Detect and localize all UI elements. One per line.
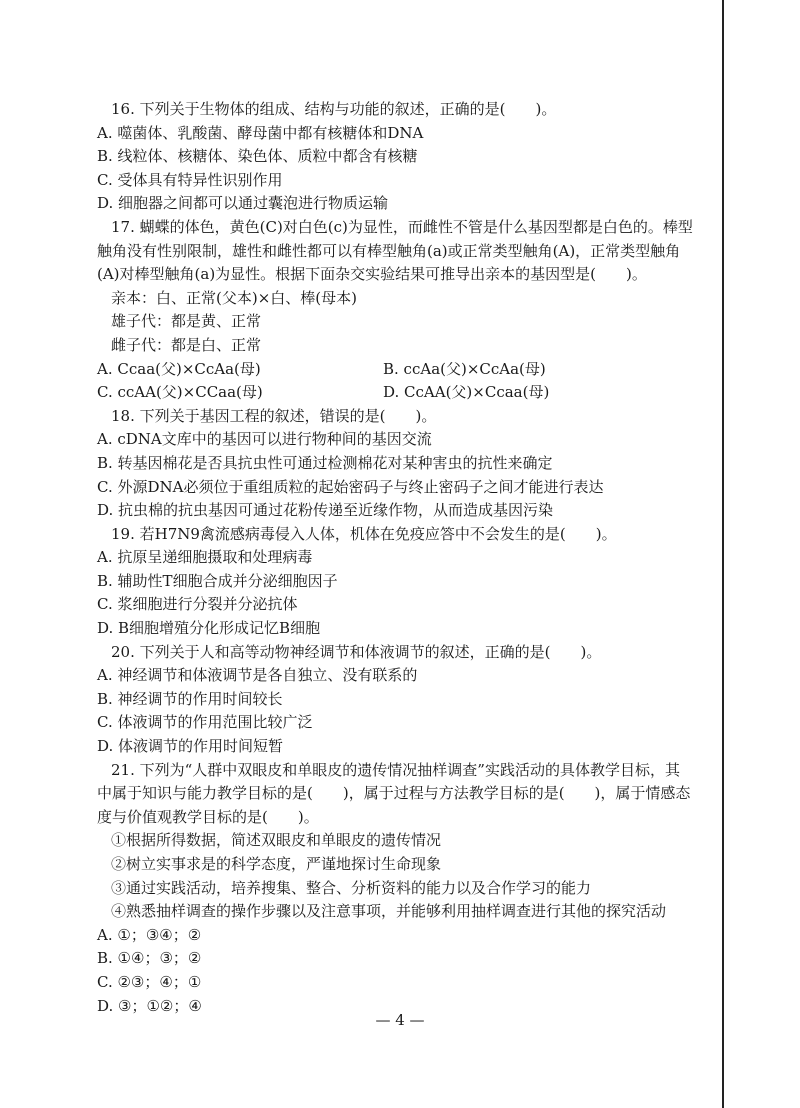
question-21-item-1: ①根据所得数据，简述双眼皮和单眼皮的遗传情况 [111,831,442,850]
question-19-option-d: D. B细胞增殖分化形成记忆B细胞 [97,619,321,638]
question-20-option-c: C. 体液调节的作用范围比较广泛 [97,713,313,732]
question-19-title: 19. 若H7N9禽流感病毒侵入人体，机体在免疫应答中不会发生的是( )。 [111,524,617,543]
question-19-option-c: C. 浆细胞进行分裂并分泌抗体 [97,595,298,614]
question-17-line-2: (A)对棒型触角(a)为显性。根据下面杂交实验结果可推导出亲本的基因型是( )。 [97,265,647,284]
question-19-option-b: B. 辅助性T细胞合成并分泌细胞因子 [97,571,338,590]
question-17-option-a: A. Ccaa(父)×CcAa(母) [97,359,261,378]
question-18-title: 18. 下列关于基因工程的叙述，错误的是( )。 [111,406,437,425]
question-17-options-row-2 [97,381,717,405]
question-17-parents: 亲本：白、正常(父本)×白、棒(母本) [111,288,357,307]
question-21-option-d: D. ③；①②；④ [97,996,202,1015]
question-17-title: 17. 蝴蝶的体色，黄色(C)对白色(c)为显性，而雌性不管是什么基因型都是白色的。棒型 [111,217,693,236]
page-edge-rule [722,0,724,1108]
question-17-line-1: 触角没有性别限制，雄性和雌性都可以有棒型触角(a)或正常类型触角(A)，正常类型触角 [97,241,681,260]
question-16-option-c: C. 受体具有特异性识别作用 [97,170,283,189]
question-20-title: 20. 下列关于人和高等动物神经调节和体液调节的叙述，正确的是( )。 [111,642,602,661]
question-18-option-a: A. cDNA文库中的基因可以进行物种间的基因交流 [97,430,432,449]
question-20-option-d: D. 体液调节的作用时间短暂 [97,737,284,756]
page-number: — 4 — [375,1011,425,1029]
question-21-item-3: ③通过实践活动，培养搜集、整合、分析资料的能力以及合作学习的能力 [111,878,592,897]
question-16-option-a: A. 噬菌体、乳酸菌、酵母菌中都有核糖体和DNA [97,123,424,142]
question-16-option-b: B. 线粒体、核糖体、染色体、质粒中都含有核糖 [97,147,418,166]
question-21-option-b: B. ①④；③；② [97,949,202,968]
question-17-female-offspring: 雌子代：都是白、正常 [111,335,262,354]
question-16-option-d: D. 细胞器之间都可以通过囊泡进行物质运输 [97,194,389,213]
question-20-option-b: B. 神经调节的作用时间较长 [97,689,283,708]
question-21-item-4: ④熟悉抽样调查的操作步骤以及注意事项，并能够利用抽样调查进行其他的探究活动 [111,902,667,921]
question-21-title: 21. 下列为“人群中双眼皮和单眼皮的遗传情况抽样调查”实践活动的具体教学目标，其 [111,760,680,779]
question-21-item-2: ②树立实事求是的科学态度，严谨地探讨生命现象 [111,855,442,873]
question-17-option-d: D. CcAA(父)×Ccaa(母) [383,383,550,402]
question-17-option-c: C. ccAA(父)×CCaa(母) [97,383,263,402]
question-sheet [97,98,717,1018]
question-16-title: 16. 下列关于生物体的组成、结构与功能的叙述，正确的是( )。 [111,100,557,118]
question-21-option-c: C. ②③；④；① [97,972,202,991]
question-17-option-b: B. ccAa(父)×CcAa(母) [383,359,546,378]
question-19-option-a: A. 抗原呈递细胞摄取和处理病毒 [97,548,313,567]
question-21-option-a: A. ①；③④；② [97,925,202,944]
question-17-options-row-1 [97,358,717,382]
question-21-line-2: 度与价值观教学目标的是( )。 [97,807,319,826]
question-21-line-1: 中属于知识与能力教学目标的是( )，属于过程与方法教学目标的是( )，属于情感态 [97,784,691,803]
question-18-option-b: B. 转基因棉花是否具抗虫性可通过检测棉花对某种害虫的抗性来确定 [97,453,553,472]
question-18-option-c: C. 外源DNA必须位于重组质粒的起始密码子与终止密码子之间才能进行表达 [97,477,604,496]
question-18-option-d: D. 抗虫棉的抗虫基因可通过花粉传递至近缘作物，从而造成基因污染 [97,501,554,520]
question-20-option-a: A. 神经调节和体液调节是各自独立、没有联系的 [97,666,418,685]
question-17-male-offspring: 雄子代：都是黄、正常 [111,312,262,331]
